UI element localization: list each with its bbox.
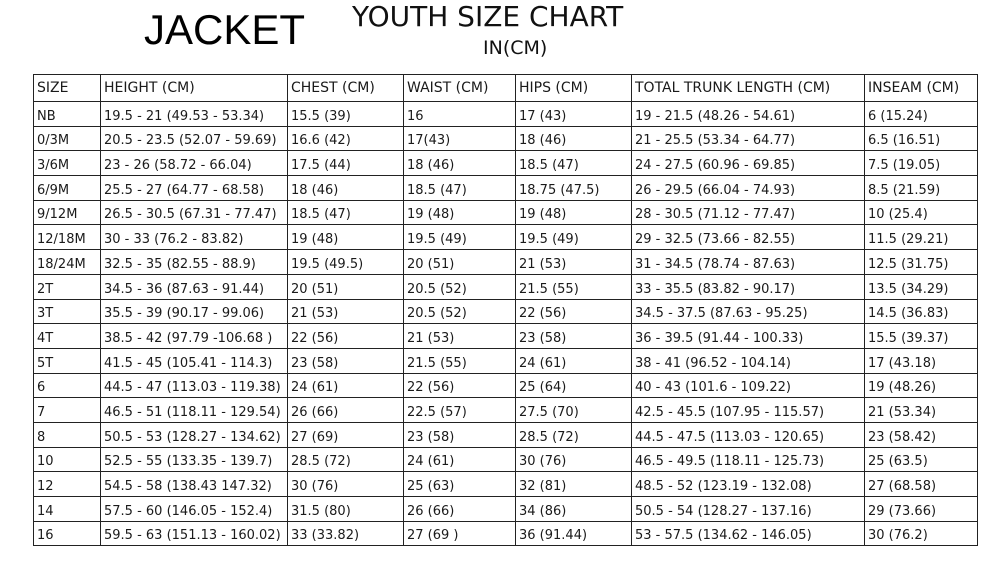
cell-total-trunk-length: 26 - 29.5 (66.04 - 74.93) [632, 176, 865, 201]
column-header-waist: WAIST (CM) [404, 75, 516, 102]
units-subtitle: IN(CM) [483, 37, 548, 59]
cell-total-trunk-length: 24 - 27.5 (60.96 - 69.85) [632, 151, 865, 176]
cell-size: 2T [34, 274, 101, 299]
cell-hips: 21 (53) [516, 250, 632, 275]
cell-waist: 26 (66) [404, 497, 516, 522]
cell-total-trunk-length: 44.5 - 47.5 (113.03 - 120.65) [632, 422, 865, 447]
table-row [34, 225, 978, 250]
cell-hips: 36 (91.44) [516, 521, 632, 546]
cell-chest: 19 (48) [288, 225, 404, 250]
size-chart-table [33, 74, 978, 546]
cell-inseam: 27 (68.58) [865, 472, 978, 497]
cell-inseam: 15.5 (39.37) [865, 324, 978, 349]
cell-size: 6 [34, 373, 101, 398]
column-header-chest: CHEST (CM) [288, 75, 404, 102]
cell-inseam: 25 (63.5) [865, 447, 978, 472]
cell-height: 52.5 - 55 (133.35 - 139.7) [101, 447, 288, 472]
cell-size: 0/3M [34, 126, 101, 151]
cell-total-trunk-length: 29 - 32.5 (73.66 - 82.55) [632, 225, 865, 250]
column-header-size: SIZE [34, 75, 101, 102]
cell-height: 54.5 - 58 (138.43 147.32) [101, 472, 288, 497]
cell-inseam: 12.5 (31.75) [865, 250, 978, 275]
cell-size: 6/9M [34, 176, 101, 201]
cell-hips: 34 (86) [516, 497, 632, 522]
product-title: JACKET [144, 6, 306, 53]
cell-chest: 33 (33.82) [288, 521, 404, 546]
cell-total-trunk-length: 46.5 - 49.5 (118.11 - 125.73) [632, 447, 865, 472]
cell-waist: 20 (51) [404, 250, 516, 275]
cell-chest: 21 (53) [288, 299, 404, 324]
cell-waist: 20.5 (52) [404, 274, 516, 299]
cell-total-trunk-length: 40 - 43 (101.6 - 109.22) [632, 373, 865, 398]
cell-hips: 23 (58) [516, 324, 632, 349]
cell-hips: 30 (76) [516, 447, 632, 472]
cell-total-trunk-length: 33 - 35.5 (83.82 - 90.17) [632, 274, 865, 299]
cell-height: 19.5 - 21 (49.53 - 53.34) [101, 102, 288, 127]
cell-waist: 20.5 (52) [404, 299, 516, 324]
chart-title: YOUTH SIZE CHART [352, 0, 624, 33]
cell-waist: 22.5 (57) [404, 398, 516, 423]
cell-total-trunk-length: 53 - 57.5 (134.62 - 146.05) [632, 521, 865, 546]
cell-inseam: 6.5 (16.51) [865, 126, 978, 151]
cell-size: 12 [34, 472, 101, 497]
table-row [34, 102, 978, 127]
cell-size: 16 [34, 521, 101, 546]
cell-height: 25.5 - 27 (64.77 - 68.58) [101, 176, 288, 201]
cell-total-trunk-length: 50.5 - 54 (128.27 - 137.16) [632, 497, 865, 522]
table-row [34, 324, 978, 349]
cell-chest: 23 (58) [288, 348, 404, 373]
table-row [34, 521, 978, 546]
cell-size: 14 [34, 497, 101, 522]
table-row [34, 176, 978, 201]
cell-inseam: 23 (58.42) [865, 422, 978, 447]
cell-waist: 25 (63) [404, 472, 516, 497]
cell-hips: 19.5 (49) [516, 225, 632, 250]
cell-size: 7 [34, 398, 101, 423]
cell-hips: 28.5 (72) [516, 422, 632, 447]
table-row [34, 348, 978, 373]
cell-chest: 27 (69) [288, 422, 404, 447]
cell-hips: 24 (61) [516, 348, 632, 373]
cell-height: 38.5 - 42 (97.79 -106.68 ) [101, 324, 288, 349]
cell-hips: 18.75 (47.5) [516, 176, 632, 201]
cell-chest: 28.5 (72) [288, 447, 404, 472]
cell-waist: 19.5 (49) [404, 225, 516, 250]
table-row [34, 373, 978, 398]
cell-waist: 24 (61) [404, 447, 516, 472]
column-header-inseam: INSEAM (CM) [865, 75, 978, 102]
cell-size: 9/12M [34, 200, 101, 225]
cell-hips: 19 (48) [516, 200, 632, 225]
column-header-height: HEIGHT (CM) [101, 75, 288, 102]
table-row [34, 472, 978, 497]
cell-height: 57.5 - 60 (146.05 - 152.4) [101, 497, 288, 522]
cell-height: 34.5 - 36 (87.63 - 91.44) [101, 274, 288, 299]
cell-total-trunk-length: 38 - 41 (96.52 - 104.14) [632, 348, 865, 373]
cell-hips: 21.5 (55) [516, 274, 632, 299]
cell-height: 20.5 - 23.5 (52.07 - 59.69) [101, 126, 288, 151]
column-header-hips: HIPS (CM) [516, 75, 632, 102]
cell-hips: 22 (56) [516, 299, 632, 324]
cell-hips: 27.5 (70) [516, 398, 632, 423]
cell-inseam: 29 (73.66) [865, 497, 978, 522]
cell-size: 8 [34, 422, 101, 447]
cell-chest: 18.5 (47) [288, 200, 404, 225]
cell-waist: 27 (69 ) [404, 521, 516, 546]
cell-total-trunk-length: 19 - 21.5 (48.26 - 54.61) [632, 102, 865, 127]
cell-inseam: 19 (48.26) [865, 373, 978, 398]
cell-chest: 17.5 (44) [288, 151, 404, 176]
cell-waist: 22 (56) [404, 373, 516, 398]
table-row [34, 447, 978, 472]
cell-inseam: 14.5 (36.83) [865, 299, 978, 324]
cell-waist: 21 (53) [404, 324, 516, 349]
cell-size: 18/24M [34, 250, 101, 275]
cell-hips: 17 (43) [516, 102, 632, 127]
table-body [34, 102, 978, 546]
cell-hips: 18 (46) [516, 126, 632, 151]
cell-chest: 26 (66) [288, 398, 404, 423]
cell-size: 10 [34, 447, 101, 472]
cell-height: 59.5 - 63 (151.13 - 160.02) [101, 521, 288, 546]
cell-height: 41.5 - 45 (105.41 - 114.3) [101, 348, 288, 373]
cell-chest: 19.5 (49.5) [288, 250, 404, 275]
cell-hips: 25 (64) [516, 373, 632, 398]
table-row [34, 200, 978, 225]
table-row [34, 299, 978, 324]
cell-waist: 16 [404, 102, 516, 127]
cell-total-trunk-length: 42.5 - 45.5 (107.95 - 115.57) [632, 398, 865, 423]
cell-chest: 30 (76) [288, 472, 404, 497]
cell-height: 32.5 - 35 (82.55 - 88.9) [101, 250, 288, 275]
table-row [34, 422, 978, 447]
table-row [34, 274, 978, 299]
table-row [34, 126, 978, 151]
cell-size: NB [34, 102, 101, 127]
cell-total-trunk-length: 21 - 25.5 (53.34 - 64.77) [632, 126, 865, 151]
cell-waist: 23 (58) [404, 422, 516, 447]
cell-height: 26.5 - 30.5 (67.31 - 77.47) [101, 200, 288, 225]
cell-inseam: 10 (25.4) [865, 200, 978, 225]
cell-waist: 18 (46) [404, 151, 516, 176]
cell-inseam: 13.5 (34.29) [865, 274, 978, 299]
table-row [34, 250, 978, 275]
cell-waist: 19 (48) [404, 200, 516, 225]
column-header-total-trunk-length: TOTAL TRUNK LENGTH (CM) [632, 75, 865, 102]
cell-waist: 21.5 (55) [404, 348, 516, 373]
cell-chest: 16.6 (42) [288, 126, 404, 151]
cell-size: 3/6M [34, 151, 101, 176]
cell-height: 50.5 - 53 (128.27 - 134.62) [101, 422, 288, 447]
cell-waist: 17(43) [404, 126, 516, 151]
cell-waist: 18.5 (47) [404, 176, 516, 201]
cell-hips: 32 (81) [516, 472, 632, 497]
cell-height: 30 - 33 (76.2 - 83.82) [101, 225, 288, 250]
cell-height: 23 - 26 (58.72 - 66.04) [101, 151, 288, 176]
cell-total-trunk-length: 28 - 30.5 (71.12 - 77.47) [632, 200, 865, 225]
cell-inseam: 30 (76.2) [865, 521, 978, 546]
cell-size: 3T [34, 299, 101, 324]
cell-total-trunk-length: 36 - 39.5 (91.44 - 100.33) [632, 324, 865, 349]
cell-inseam: 17 (43.18) [865, 348, 978, 373]
table-row [34, 398, 978, 423]
cell-total-trunk-length: 48.5 - 52 (123.19 - 132.08) [632, 472, 865, 497]
cell-total-trunk-length: 34.5 - 37.5 (87.63 - 95.25) [632, 299, 865, 324]
cell-inseam: 8.5 (21.59) [865, 176, 978, 201]
cell-height: 46.5 - 51 (118.11 - 129.54) [101, 398, 288, 423]
cell-inseam: 21 (53.34) [865, 398, 978, 423]
cell-size: 12/18M [34, 225, 101, 250]
cell-total-trunk-length: 31 - 34.5 (78.74 - 87.63) [632, 250, 865, 275]
cell-hips: 18.5 (47) [516, 151, 632, 176]
table-header-row [34, 75, 978, 102]
cell-inseam: 11.5 (29.21) [865, 225, 978, 250]
cell-chest: 22 (56) [288, 324, 404, 349]
cell-chest: 15.5 (39) [288, 102, 404, 127]
cell-chest: 31.5 (80) [288, 497, 404, 522]
cell-height: 44.5 - 47 (113.03 - 119.38) [101, 373, 288, 398]
cell-inseam: 7.5 (19.05) [865, 151, 978, 176]
cell-height: 35.5 - 39 (90.17 - 99.06) [101, 299, 288, 324]
table-row [34, 151, 978, 176]
cell-chest: 24 (61) [288, 373, 404, 398]
cell-inseam: 6 (15.24) [865, 102, 978, 127]
cell-chest: 18 (46) [288, 176, 404, 201]
cell-chest: 20 (51) [288, 274, 404, 299]
cell-size: 5T [34, 348, 101, 373]
cell-size: 4T [34, 324, 101, 349]
table-row [34, 497, 978, 522]
